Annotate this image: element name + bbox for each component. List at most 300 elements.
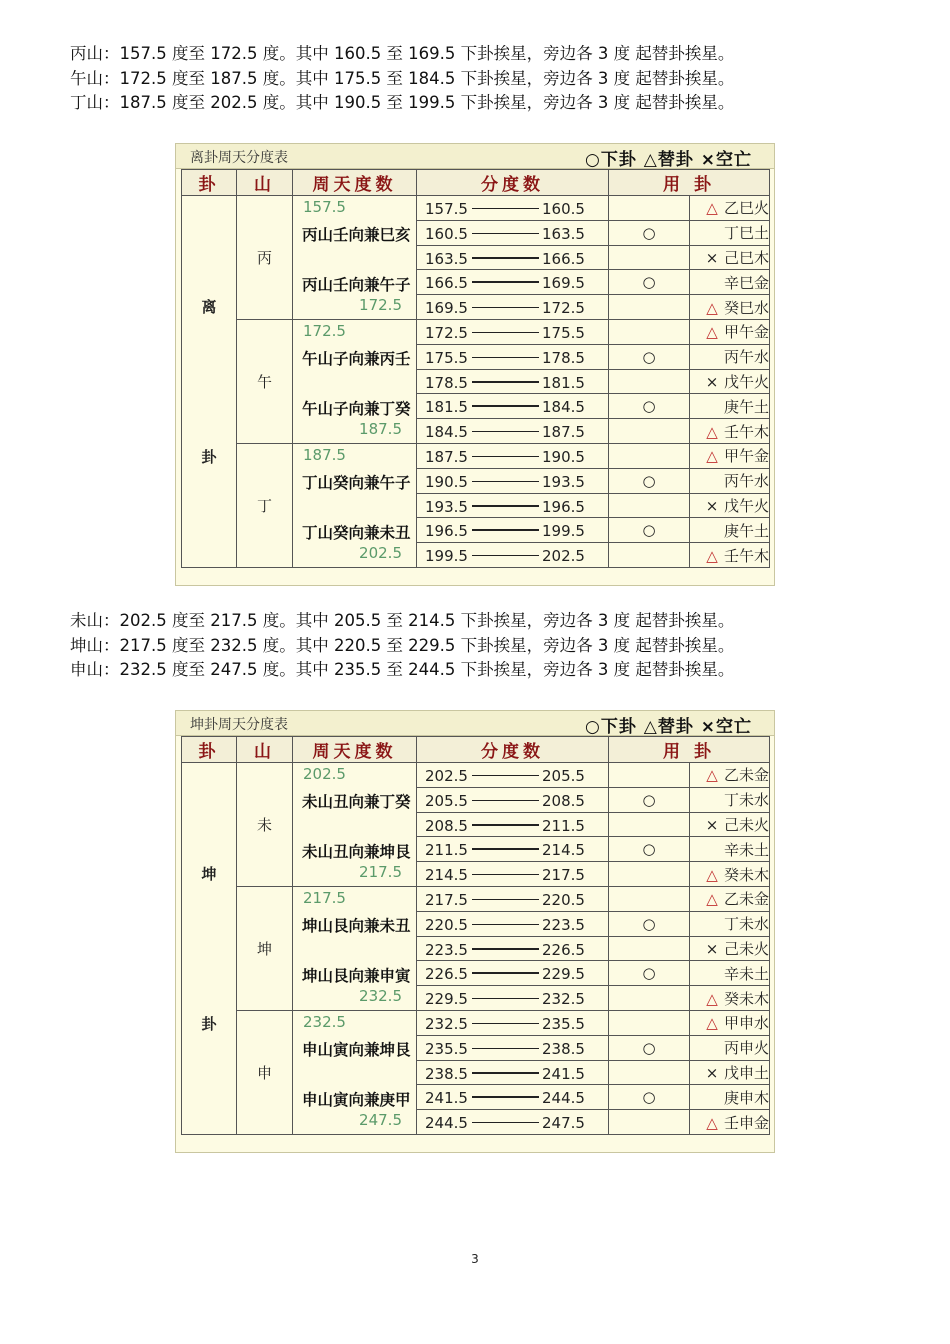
- gua-cell: [182, 196, 237, 568]
- gua-name: 甲午金: [723, 447, 769, 466]
- yong-gua-cell: [690, 344, 770, 369]
- zhou-start: 157.5: [303, 198, 346, 216]
- gua-name: 癸巳水: [723, 298, 769, 317]
- table-row: [182, 319, 770, 344]
- range-line: [472, 998, 539, 999]
- range-line: [472, 874, 539, 875]
- fen-to: 220.5: [542, 890, 585, 909]
- fen-from: 187.5: [425, 447, 468, 466]
- fen-to: 244.5: [542, 1089, 585, 1108]
- fen-from: 241.5: [425, 1089, 468, 1108]
- yong-gua-cell: [690, 270, 770, 295]
- xia-gua-mark: [609, 1060, 690, 1085]
- fen-to: 196.5: [542, 497, 585, 516]
- fen-from: 169.5: [425, 299, 468, 318]
- fen-to: 187.5: [542, 423, 585, 442]
- mountain-cell: 丙: [237, 196, 293, 320]
- header-zhou: 周天度数: [293, 170, 417, 196]
- fen-cell: [417, 862, 609, 887]
- zhou-line2: 丁山癸向兼未丑: [302, 523, 411, 542]
- yong-gua-cell: [690, 1110, 770, 1135]
- mountain-cell: 坤: [237, 886, 293, 1010]
- gua-name: 乙巳火: [723, 199, 769, 218]
- gua-char: 坤: [201, 865, 217, 883]
- zhou-line1: 未山丑向兼丁癸: [302, 793, 411, 811]
- fen-from: 232.5: [425, 1014, 468, 1033]
- gua-type-icon: △: [706, 1014, 718, 1033]
- fen-to: 190.5: [542, 447, 585, 466]
- zhou-start: 232.5: [303, 1012, 346, 1031]
- fen-cell: [417, 220, 609, 245]
- range-line: [472, 381, 539, 383]
- fen-cell: [417, 443, 609, 468]
- range-line: [472, 848, 539, 850]
- fen-to: 217.5: [542, 866, 585, 885]
- range-line: [472, 281, 539, 283]
- gua-type-icon: ×: [705, 372, 719, 391]
- fen-to: 214.5: [542, 841, 585, 860]
- table-header-row: [182, 737, 770, 763]
- yong-gua-cell: [690, 468, 770, 493]
- yong-gua-cell: [690, 886, 770, 911]
- fen-to: 232.5: [542, 990, 585, 1009]
- text-line: 未山：202.5 度至 217.5 度。其中 205.5 至 214.5 下卦挨星，旁边各 3 度 起替卦挨星。: [70, 611, 735, 630]
- fen-cell: [417, 543, 609, 568]
- zhou-cell: [293, 886, 417, 1010]
- gua-name: 庚午土: [723, 397, 769, 416]
- yong-gua-cell: [690, 394, 770, 419]
- fen-from: 196.5: [425, 522, 468, 541]
- header-zhou: 周天度数: [293, 737, 417, 763]
- gua-name: 癸未木: [723, 865, 769, 884]
- fen-cell: [417, 319, 609, 344]
- yong-gua-cell: [690, 543, 770, 568]
- yong-gua-cell: [690, 1060, 770, 1085]
- fen-from: 208.5: [425, 816, 468, 835]
- yong-gua-cell: [690, 862, 770, 887]
- range-line: [472, 775, 539, 776]
- paragraph-kun-mountains: [70, 609, 734, 683]
- fen-to: 211.5: [542, 816, 585, 835]
- degree-table: [181, 169, 770, 568]
- fen-cell: [417, 961, 609, 986]
- range-line: [472, 555, 539, 556]
- mountain-cell: 未: [237, 763, 293, 887]
- gua-name: 癸未木: [723, 989, 769, 1008]
- zhou-line1: 丙山壬向兼巳亥: [302, 226, 411, 244]
- fen-from: 163.5: [425, 249, 468, 268]
- fen-cell: [417, 394, 609, 419]
- zhou-line2: 申山寅向兼庚甲: [302, 1090, 411, 1109]
- zhou-start: 202.5: [303, 765, 346, 783]
- text-line: 丙山：157.5 度至 172.5 度。其中 160.5 至 169.5 下卦挨星，旁边各 3 度 起替卦挨星。: [70, 44, 735, 63]
- fen-from: 211.5: [425, 841, 468, 860]
- yong-gua-cell: [690, 787, 770, 812]
- text-line: 丁山：187.5 度至 202.5 度。其中 190.5 至 199.5 下卦挨星，旁边各 3 度 起替卦挨星。: [70, 93, 735, 112]
- fen-to: 205.5: [542, 767, 585, 785]
- xia-gua-mark: [609, 936, 690, 961]
- gua-type-icon: ×: [705, 248, 719, 267]
- zhou-cell: [293, 763, 417, 887]
- range-line: [472, 924, 539, 925]
- mountain-cell: 午: [237, 319, 293, 443]
- gua-type-icon: △: [706, 298, 718, 317]
- gua-name: 丁未水: [723, 791, 769, 810]
- xia-gua-mark: [609, 862, 690, 887]
- zhou-line1: 坤山艮向兼未丑: [302, 916, 411, 935]
- fen-cell: [417, 886, 609, 911]
- range-line: [472, 1023, 539, 1024]
- zhou-end: 187.5: [359, 419, 402, 438]
- yong-gua-cell: [690, 936, 770, 961]
- range-line: [472, 257, 539, 259]
- mountain-cell: 丁: [237, 443, 293, 567]
- range-line: [472, 972, 539, 974]
- gua-type-icon: △: [706, 546, 718, 565]
- xia-gua-mark: [609, 245, 690, 270]
- range-line: [472, 948, 539, 950]
- fen-to: 160.5: [542, 200, 585, 218]
- zhou-line2: 丙山壬向兼午子: [302, 276, 411, 294]
- range-line: [472, 431, 539, 432]
- fen-to: 235.5: [542, 1014, 585, 1033]
- gua-type-icon: ×: [705, 1063, 719, 1082]
- fen-cell: [417, 1035, 609, 1060]
- gua-type-icon: △: [706, 323, 718, 342]
- gua-name: 己未火: [723, 939, 769, 958]
- xia-gua-mark: ○: [609, 220, 690, 245]
- gua-name: 辛未土: [723, 964, 769, 983]
- fen-to: 172.5: [542, 299, 585, 318]
- header-yong: 用 卦: [609, 737, 770, 763]
- page-number: 3: [471, 1252, 479, 1266]
- fen-to: 241.5: [542, 1064, 585, 1083]
- gua-name: 乙未金: [723, 890, 769, 909]
- zhou-line1: 丁山癸向兼午子: [302, 473, 411, 492]
- range-line: [472, 1072, 539, 1074]
- range-line: [472, 405, 539, 407]
- xia-gua-mark: ○: [609, 837, 690, 862]
- zhou-line1: 午山子向兼丙壬: [302, 349, 411, 368]
- fen-to: 247.5: [542, 1114, 585, 1133]
- fen-to: 202.5: [542, 547, 585, 566]
- yong-gua-cell: [690, 911, 770, 936]
- xia-gua-mark: [609, 295, 690, 320]
- header-shan: 山: [237, 170, 293, 196]
- table-row: [182, 196, 770, 221]
- table-row: [182, 443, 770, 468]
- range-line: [472, 899, 539, 900]
- fen-from: 226.5: [425, 965, 468, 984]
- gua-name: 甲申水: [723, 1014, 769, 1033]
- yong-gua-cell: [690, 196, 770, 221]
- header-fen: 分度数: [417, 737, 609, 763]
- gua-name: 壬午木: [723, 546, 769, 565]
- gua-name: 庚申木: [723, 1088, 769, 1107]
- fen-cell: [417, 763, 609, 788]
- range-line: [472, 208, 539, 209]
- fen-cell: [417, 1110, 609, 1135]
- gua-name: 丙午水: [723, 348, 769, 367]
- xia-gua-mark: [609, 543, 690, 568]
- zhou-end: 247.5: [359, 1110, 402, 1129]
- fen-cell: [417, 419, 609, 444]
- fen-from: 235.5: [425, 1039, 468, 1058]
- fen-cell: [417, 911, 609, 936]
- xia-gua-mark: ○: [609, 911, 690, 936]
- gua-type-icon: △: [706, 1113, 718, 1132]
- zhou-end: 202.5: [359, 543, 402, 562]
- zhou-end: 172.5: [359, 296, 402, 314]
- yong-gua-cell: [690, 245, 770, 270]
- xia-gua-mark: ○: [609, 1085, 690, 1110]
- xia-gua-mark: ○: [609, 270, 690, 295]
- gua-name: 庚午土: [723, 521, 769, 540]
- xia-gua-mark: ○: [609, 394, 690, 419]
- yong-gua-cell: [690, 1085, 770, 1110]
- zhou-cell: [293, 1010, 417, 1134]
- gua-char: 离: [201, 298, 217, 316]
- fen-cell: [417, 1085, 609, 1110]
- gua-char: 卦: [201, 1015, 217, 1033]
- xia-gua-mark: [609, 196, 690, 221]
- yong-gua-cell: [690, 961, 770, 986]
- zhou-end: 232.5: [359, 986, 402, 1005]
- fen-to: 175.5: [542, 323, 585, 342]
- yong-gua-cell: [690, 369, 770, 394]
- range-line: [472, 233, 539, 234]
- yong-gua-cell: [690, 1035, 770, 1060]
- legend: ○下卦 △替卦 ×空亡: [585, 717, 752, 737]
- fen-to: 223.5: [542, 915, 585, 934]
- fen-cell: [417, 837, 609, 862]
- range-line: [472, 529, 539, 531]
- gua-name: 己未火: [723, 815, 769, 834]
- yong-gua-cell: [690, 443, 770, 468]
- gua-type-icon: △: [706, 199, 718, 218]
- header-fen: 分度数: [417, 170, 609, 196]
- fen-cell: [417, 270, 609, 295]
- fen-cell: [417, 936, 609, 961]
- xia-gua-mark: [609, 493, 690, 518]
- gua-name: 丙午水: [723, 472, 769, 491]
- degree-table: [181, 736, 770, 1135]
- table-row: [182, 1010, 770, 1035]
- legend: ○下卦 △替卦 ×空亡: [585, 150, 752, 170]
- fen-from: 181.5: [425, 398, 468, 417]
- header-gua: 卦: [182, 737, 237, 763]
- gua-name: 戊申土: [723, 1063, 769, 1082]
- fen-cell: [417, 468, 609, 493]
- gua-type-icon: △: [706, 422, 718, 441]
- fen-to: 193.5: [542, 472, 585, 491]
- gua-name: 丙申火: [723, 1039, 769, 1058]
- range-line: [472, 505, 539, 507]
- xia-gua-mark: ○: [609, 787, 690, 812]
- xia-gua-mark: [609, 1010, 690, 1035]
- range-line: [472, 481, 539, 482]
- zhou-cell: [293, 196, 417, 320]
- yong-gua-cell: [690, 319, 770, 344]
- yong-gua-cell: [690, 763, 770, 788]
- gua-name: 戊午火: [723, 496, 769, 515]
- fen-from: 166.5: [425, 274, 468, 293]
- gua-type-icon: △: [706, 989, 718, 1008]
- zhou-line1: 申山寅向兼坤艮: [302, 1040, 411, 1059]
- yong-gua-cell: [690, 812, 770, 837]
- fen-cell: [417, 245, 609, 270]
- zhou-line2: 未山丑向兼坤艮: [302, 843, 411, 861]
- kun-gua-table-figure: [175, 710, 775, 1153]
- fen-from: 229.5: [425, 990, 468, 1009]
- range-line: [472, 1122, 539, 1123]
- yong-gua-cell: [690, 1010, 770, 1035]
- fen-to: 226.5: [542, 940, 585, 959]
- xia-gua-mark: [609, 763, 690, 788]
- mountain-cell: 申: [237, 1010, 293, 1134]
- gua-name: 壬申金: [723, 1113, 769, 1132]
- fen-from: 217.5: [425, 890, 468, 909]
- header-shan: 山: [237, 737, 293, 763]
- figure-header: [176, 144, 774, 169]
- xia-gua-mark: [609, 319, 690, 344]
- zhou-start: 172.5: [303, 321, 346, 340]
- fen-cell: [417, 986, 609, 1011]
- fen-from: 178.5: [425, 373, 468, 392]
- gua-name: 丁巳土: [723, 224, 769, 243]
- fen-from: 214.5: [425, 866, 468, 885]
- xia-gua-mark: ○: [609, 961, 690, 986]
- fen-from: 172.5: [425, 323, 468, 342]
- fen-to: 238.5: [542, 1039, 585, 1058]
- fen-cell: [417, 295, 609, 320]
- fen-cell: [417, 1060, 609, 1085]
- gua-cell: [182, 763, 237, 1135]
- zhou-line2: 午山子向兼丁癸: [302, 399, 411, 418]
- range-line: [472, 456, 539, 457]
- gua-name: 甲午金: [723, 323, 769, 342]
- table-row: [182, 763, 770, 788]
- fen-to: 181.5: [542, 373, 585, 392]
- fen-from: 244.5: [425, 1114, 468, 1133]
- paragraph-li-mountains: [70, 42, 734, 116]
- xia-gua-mark: ○: [609, 344, 690, 369]
- xia-gua-mark: [609, 812, 690, 837]
- text-line: 申山：232.5 度至 247.5 度。其中 235.5 至 244.5 下卦挨星，旁边各 3 度 起替卦挨星。: [70, 660, 735, 679]
- figure-header: [176, 711, 774, 736]
- zhou-start: 217.5: [303, 888, 346, 907]
- yong-gua-cell: [690, 419, 770, 444]
- header-gua: 卦: [182, 170, 237, 196]
- yong-gua-cell: [690, 295, 770, 320]
- xia-gua-mark: [609, 986, 690, 1011]
- fen-from: 160.5: [425, 224, 468, 243]
- gua-type-icon: ×: [705, 815, 719, 834]
- table-title: 离卦周天分度表: [190, 150, 288, 166]
- fen-cell: [417, 518, 609, 543]
- fen-cell: [417, 493, 609, 518]
- range-line: [472, 357, 539, 358]
- gua-char: 卦: [201, 448, 217, 466]
- gua-name: 辛未土: [723, 840, 769, 859]
- xia-gua-mark: [609, 419, 690, 444]
- fen-to: 199.5: [542, 522, 585, 541]
- xia-gua-mark: [609, 443, 690, 468]
- gua-type-icon: △: [706, 865, 718, 884]
- range-line: [472, 307, 539, 308]
- yong-gua-cell: [690, 986, 770, 1011]
- gua-type-icon: △: [706, 447, 718, 466]
- xia-gua-mark: [609, 1110, 690, 1135]
- fen-cell: [417, 196, 609, 221]
- xia-gua-mark: ○: [609, 468, 690, 493]
- table-header-row: [182, 170, 770, 196]
- fen-cell: [417, 812, 609, 837]
- fen-cell: [417, 1010, 609, 1035]
- header-yong: 用 卦: [609, 170, 770, 196]
- fen-cell: [417, 344, 609, 369]
- text-line: 午山：172.5 度至 187.5 度。其中 175.5 至 184.5 下卦挨星，旁边各 3 度 起替卦挨星。: [70, 68, 735, 88]
- gua-name: 乙未金: [723, 766, 769, 785]
- fen-from: 223.5: [425, 940, 468, 959]
- yong-gua-cell: [690, 837, 770, 862]
- fen-from: 184.5: [425, 423, 468, 442]
- gua-name: 戊午火: [723, 372, 769, 391]
- xia-gua-mark: ○: [609, 518, 690, 543]
- li-gua-table-figure: [175, 143, 775, 586]
- gua-name: 壬午木: [723, 422, 769, 441]
- gua-name: 辛巳金: [723, 273, 769, 292]
- zhou-line2: 坤山艮向兼申寅: [302, 966, 411, 985]
- xia-gua-mark: [609, 369, 690, 394]
- range-line: [472, 1048, 539, 1049]
- fen-to: 166.5: [542, 249, 585, 268]
- text-line: 坤山：217.5 度至 232.5 度。其中 220.5 至 229.5 下卦挨星，旁边各 3 度 起替卦挨星。: [70, 635, 735, 655]
- zhou-end: 217.5: [359, 863, 402, 881]
- fen-cell: [417, 369, 609, 394]
- range-line: [472, 332, 539, 333]
- fen-from: 157.5: [425, 200, 468, 218]
- fen-from: 199.5: [425, 547, 468, 566]
- gua-type-icon: △: [706, 890, 718, 909]
- zhou-cell: [293, 443, 417, 567]
- fen-from: 238.5: [425, 1064, 468, 1083]
- yong-gua-cell: [690, 493, 770, 518]
- zhou-start: 187.5: [303, 445, 346, 464]
- xia-gua-mark: [609, 886, 690, 911]
- range-line: [472, 1096, 539, 1098]
- zhou-cell: [293, 319, 417, 443]
- fen-to: 169.5: [542, 274, 585, 293]
- fen-from: 190.5: [425, 472, 468, 491]
- fen-to: 178.5: [542, 348, 585, 367]
- gua-type-icon: ×: [705, 496, 719, 515]
- fen-from: 220.5: [425, 915, 468, 934]
- gua-type-icon: △: [706, 766, 718, 785]
- table-row: [182, 886, 770, 911]
- fen-to: 163.5: [542, 224, 585, 243]
- fen-from: 205.5: [425, 791, 468, 810]
- fen-from: 193.5: [425, 497, 468, 516]
- fen-from: 175.5: [425, 348, 468, 367]
- gua-name: 丁未水: [723, 915, 769, 934]
- gua-name: 己巳木: [723, 248, 769, 267]
- yong-gua-cell: [690, 220, 770, 245]
- fen-from: 202.5: [425, 767, 468, 785]
- range-line: [472, 800, 539, 801]
- range-line: [472, 824, 539, 826]
- fen-to: 184.5: [542, 398, 585, 417]
